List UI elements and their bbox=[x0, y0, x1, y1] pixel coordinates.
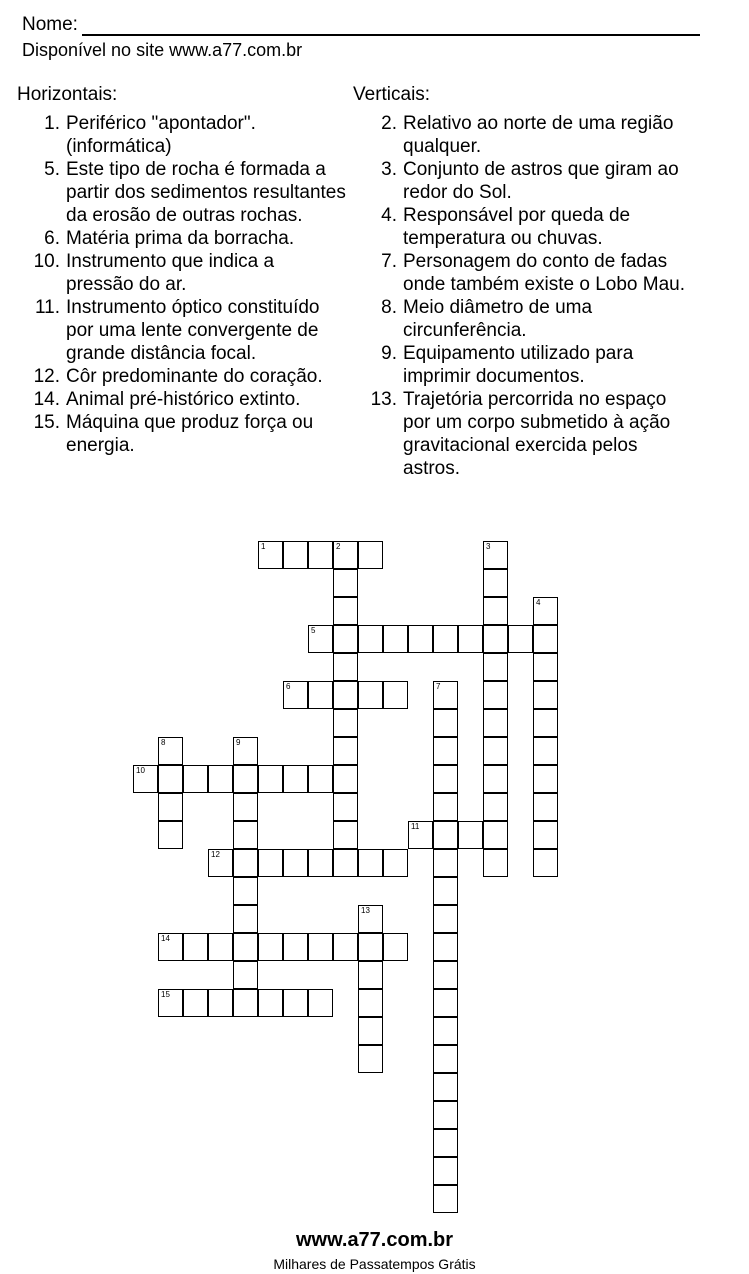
grid-cell[interactable] bbox=[533, 653, 558, 681]
clue-text: Instrumento que indica a pressão do ar. bbox=[66, 251, 275, 295]
grid-cell[interactable] bbox=[333, 709, 358, 737]
grid-cell[interactable] bbox=[508, 625, 533, 653]
grid-cell[interactable] bbox=[533, 681, 558, 709]
grid-cell[interactable] bbox=[308, 849, 333, 877]
grid-cell[interactable] bbox=[433, 821, 458, 849]
grid-cell[interactable] bbox=[383, 625, 408, 653]
cell-number: 9 bbox=[236, 738, 241, 747]
grid-cell[interactable] bbox=[158, 989, 183, 1017]
clue-text: Meio diâmetro de uma circunferência. bbox=[403, 297, 593, 341]
cell-number: 14 bbox=[161, 934, 170, 943]
grid-cell[interactable] bbox=[483, 849, 508, 877]
grid-cell[interactable] bbox=[358, 681, 383, 709]
grid-cell[interactable] bbox=[533, 765, 558, 793]
grid-cell[interactable] bbox=[433, 849, 458, 877]
grid-cell[interactable] bbox=[158, 821, 183, 849]
cell-number: 10 bbox=[136, 766, 145, 775]
grid-cell[interactable] bbox=[233, 989, 258, 1017]
grid-cell[interactable] bbox=[283, 989, 308, 1017]
grid-cell[interactable] bbox=[283, 541, 308, 569]
grid-cell[interactable] bbox=[383, 681, 408, 709]
grid-cell[interactable] bbox=[258, 765, 283, 793]
grid-cell[interactable] bbox=[233, 793, 258, 821]
grid-cell[interactable] bbox=[408, 821, 433, 849]
grid-cell[interactable] bbox=[433, 681, 458, 709]
grid-cell[interactable] bbox=[533, 597, 558, 625]
clue-text: Máquina que produz força ou energia. bbox=[66, 412, 314, 456]
grid-cell[interactable] bbox=[208, 849, 233, 877]
clue-number: 15. bbox=[33, 412, 60, 433]
site-notice: Disponível no site www.a77.com.br bbox=[22, 40, 303, 60]
grid-cell[interactable] bbox=[233, 877, 258, 905]
grid-cell[interactable] bbox=[358, 961, 383, 989]
cell-number: 2 bbox=[336, 542, 341, 551]
clue-text: Trajetória percorrida no espaço por um corpo submetido à ação gravitacional exercida pelos astros. bbox=[403, 389, 671, 479]
grid-cell[interactable] bbox=[183, 765, 208, 793]
clue-text: Conjunto de astros que giram ao redor do Sol. bbox=[403, 159, 679, 203]
grid-cell[interactable] bbox=[483, 821, 508, 849]
clue-text: Responsável por queda de temperatura ou chuvas. bbox=[403, 205, 631, 249]
clue-number: 14. bbox=[33, 389, 60, 410]
clue-number: 8. bbox=[381, 297, 397, 318]
grid-cell[interactable] bbox=[308, 625, 333, 653]
grid-cell[interactable] bbox=[433, 1129, 458, 1157]
grid-cell[interactable] bbox=[158, 765, 183, 793]
grid-cell[interactable] bbox=[358, 625, 383, 653]
clue-text: Animal pré-histórico extinto. bbox=[66, 389, 301, 410]
clue-number: 1. bbox=[44, 113, 60, 134]
clue-number: 6. bbox=[44, 228, 60, 249]
clue-number: 5. bbox=[44, 159, 60, 180]
grid-cell[interactable] bbox=[533, 821, 558, 849]
grid-cell[interactable] bbox=[183, 933, 208, 961]
grid-cell[interactable] bbox=[433, 877, 458, 905]
grid-cell[interactable] bbox=[333, 933, 358, 961]
clue-text: Equipamento utilizado para imprimir documentos. bbox=[403, 343, 634, 387]
grid-cell[interactable] bbox=[208, 933, 233, 961]
clue-number: 2. bbox=[381, 113, 397, 134]
vertical-title: Verticais: bbox=[353, 84, 431, 105]
grid-cell[interactable] bbox=[433, 1045, 458, 1073]
grid-cell[interactable] bbox=[433, 1017, 458, 1045]
grid-cell[interactable] bbox=[358, 1017, 383, 1045]
grid-cell[interactable] bbox=[283, 849, 308, 877]
grid-cell[interactable] bbox=[208, 989, 233, 1017]
grid-cell[interactable] bbox=[433, 1185, 458, 1213]
grid-cell[interactable] bbox=[408, 625, 433, 653]
grid-cell[interactable] bbox=[258, 989, 283, 1017]
grid-cell[interactable] bbox=[333, 793, 358, 821]
grid-cell[interactable] bbox=[433, 709, 458, 737]
grid-cell[interactable] bbox=[433, 1073, 458, 1101]
clue-number: 3. bbox=[381, 159, 397, 180]
grid-cell[interactable] bbox=[133, 765, 158, 793]
grid-cell[interactable] bbox=[308, 541, 333, 569]
grid-cell[interactable] bbox=[308, 765, 333, 793]
clue-number: 12. bbox=[33, 366, 60, 387]
cell-number: 11 bbox=[411, 822, 420, 831]
cell-number: 13 bbox=[361, 906, 370, 915]
grid-cell[interactable] bbox=[333, 569, 358, 597]
grid-cell[interactable] bbox=[233, 737, 258, 765]
grid-cell[interactable] bbox=[483, 793, 508, 821]
name-label: Nome: bbox=[22, 14, 78, 35]
grid-cell[interactable] bbox=[333, 653, 358, 681]
grid-cell[interactable] bbox=[483, 569, 508, 597]
grid-cell[interactable] bbox=[433, 765, 458, 793]
grid-cell[interactable] bbox=[483, 709, 508, 737]
grid-cell[interactable] bbox=[483, 737, 508, 765]
clue-number: 7. bbox=[381, 251, 397, 272]
cell-number: 1 bbox=[261, 542, 266, 551]
grid-cell[interactable] bbox=[533, 709, 558, 737]
grid-cell[interactable] bbox=[283, 681, 308, 709]
grid-cell[interactable] bbox=[483, 653, 508, 681]
clue-text: Matéria prima da borracha. bbox=[66, 228, 295, 249]
cell-number: 7 bbox=[436, 682, 441, 691]
grid-cell[interactable] bbox=[533, 849, 558, 877]
cell-number: 4 bbox=[536, 598, 541, 607]
grid-cell[interactable] bbox=[433, 1157, 458, 1185]
grid-cell[interactable] bbox=[333, 597, 358, 625]
clue-text: Relativo ao norte de uma região qualquer. bbox=[403, 113, 674, 157]
cell-number: 5 bbox=[311, 626, 316, 635]
clue-number: 13. bbox=[370, 389, 397, 410]
grid-cell[interactable] bbox=[383, 933, 408, 961]
clue-number: 4. bbox=[381, 205, 397, 226]
grid-cell[interactable] bbox=[358, 1045, 383, 1073]
grid-cell[interactable] bbox=[433, 933, 458, 961]
grid-cell[interactable] bbox=[233, 905, 258, 933]
grid-cell[interactable] bbox=[358, 905, 383, 933]
grid-cell[interactable] bbox=[333, 849, 358, 877]
grid-cell[interactable] bbox=[533, 625, 558, 653]
cell-number: 15 bbox=[161, 990, 170, 999]
grid-cell[interactable] bbox=[333, 821, 358, 849]
grid-cell[interactable] bbox=[533, 793, 558, 821]
grid-cell[interactable] bbox=[483, 681, 508, 709]
cell-number: 6 bbox=[286, 682, 291, 691]
grid-cell[interactable] bbox=[358, 989, 383, 1017]
grid-cell[interactable] bbox=[283, 765, 308, 793]
grid-cell[interactable] bbox=[433, 989, 458, 1017]
grid-cell[interactable] bbox=[333, 737, 358, 765]
grid-cell[interactable] bbox=[433, 793, 458, 821]
grid-cell[interactable] bbox=[158, 737, 183, 765]
clue-text: Personagem do conto de fadas onde também existe o Lobo Mau. bbox=[403, 251, 686, 295]
grid-cell[interactable] bbox=[358, 541, 383, 569]
clue-number: 11. bbox=[34, 297, 60, 318]
cell-number: 8 bbox=[161, 738, 166, 747]
grid-cell[interactable] bbox=[183, 989, 208, 1017]
clue-number: 10. bbox=[33, 251, 60, 272]
grid-cell[interactable] bbox=[483, 597, 508, 625]
grid-cell[interactable] bbox=[433, 625, 458, 653]
grid-cell[interactable] bbox=[483, 541, 508, 569]
grid-cell[interactable] bbox=[258, 933, 283, 961]
grid-cell[interactable] bbox=[533, 737, 558, 765]
grid-cell[interactable] bbox=[158, 793, 183, 821]
grid-cell[interactable] bbox=[483, 625, 508, 653]
grid-cell[interactable] bbox=[158, 933, 183, 961]
clue-number: 9. bbox=[381, 343, 397, 364]
footer-tagline: Milhares de Passatempos Grátis bbox=[273, 1256, 476, 1272]
grid-cell[interactable] bbox=[433, 905, 458, 933]
grid-cell[interactable] bbox=[258, 541, 283, 569]
grid-cell[interactable] bbox=[458, 821, 483, 849]
grid-cell[interactable] bbox=[358, 933, 383, 961]
grid-cell[interactable] bbox=[258, 849, 283, 877]
grid-cell[interactable] bbox=[483, 765, 508, 793]
grid-cell[interactable] bbox=[333, 681, 358, 709]
grid-cell[interactable] bbox=[308, 989, 333, 1017]
grid-cell[interactable] bbox=[458, 625, 483, 653]
grid-cell[interactable] bbox=[233, 821, 258, 849]
footer-site: www.a77.com.br bbox=[295, 1229, 454, 1251]
grid-cell[interactable] bbox=[358, 849, 383, 877]
grid-cell[interactable] bbox=[233, 765, 258, 793]
clue-text: Este tipo de rocha é formada a partir dos sedimentos resultantes da erosão de outras rochas. bbox=[66, 159, 346, 226]
grid-cell[interactable] bbox=[308, 681, 333, 709]
cell-number: 12 bbox=[211, 850, 220, 859]
grid-cell[interactable] bbox=[208, 765, 233, 793]
grid-cell[interactable] bbox=[233, 933, 258, 961]
clue-text: Periférico "apontador". (informática) bbox=[66, 113, 256, 157]
grid-cell[interactable] bbox=[433, 961, 458, 989]
grid-cell[interactable] bbox=[333, 765, 358, 793]
grid-cell[interactable] bbox=[433, 1101, 458, 1129]
grid-cell[interactable] bbox=[333, 625, 358, 653]
grid-cell[interactable] bbox=[433, 737, 458, 765]
grid-cell[interactable] bbox=[283, 933, 308, 961]
grid-cell[interactable] bbox=[333, 541, 358, 569]
clue-text: Instrumento óptico constituído por uma lente convergente de grande distância focal. bbox=[66, 297, 320, 364]
grid-cell[interactable] bbox=[308, 933, 333, 961]
grid-cell[interactable] bbox=[383, 849, 408, 877]
grid-cell[interactable] bbox=[233, 961, 258, 989]
grid-cell[interactable] bbox=[233, 849, 258, 877]
cell-number: 3 bbox=[486, 542, 491, 551]
clue-text: Côr predominante do coração. bbox=[66, 366, 323, 387]
horizontal-title: Horizontais: bbox=[17, 84, 118, 105]
